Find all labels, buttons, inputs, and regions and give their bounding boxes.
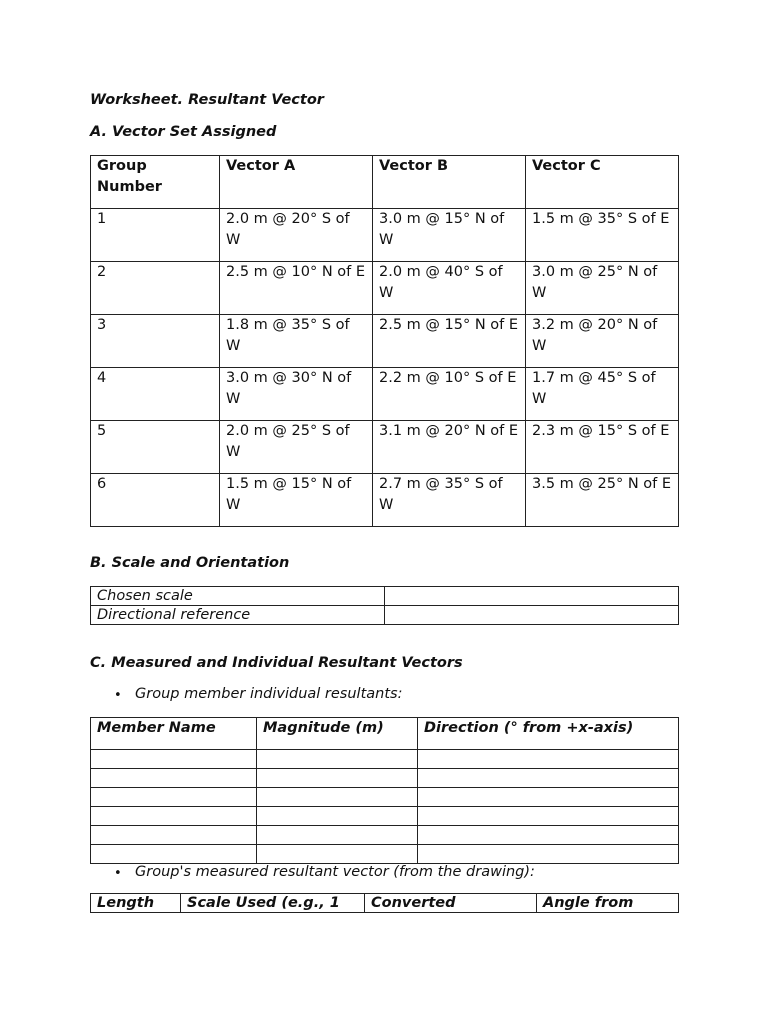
member-name-cell[interactable]: [91, 807, 257, 826]
directional-reference-label: Directional reference: [91, 606, 385, 625]
table-header-row: [91, 894, 679, 913]
header-magnitude: Magnitude (m): [257, 718, 418, 750]
table-header-row: [91, 718, 679, 750]
cell-vector-c: 3.0 m @ 25° N of W: [526, 262, 679, 315]
magnitude-cell[interactable]: [257, 788, 418, 807]
bullet-icon: •: [114, 688, 122, 703]
header-angle-from: Angle from: [537, 894, 679, 913]
vector-set-table: [90, 155, 679, 527]
header-group-number: Group Number: [91, 156, 220, 209]
cell-vector-b: 3.1 m @ 20° N of E: [373, 421, 526, 474]
magnitude-cell[interactable]: [257, 769, 418, 788]
magnitude-cell[interactable]: [257, 826, 418, 845]
magnitude-cell[interactable]: [257, 750, 418, 769]
scale-orientation-table: [90, 586, 679, 625]
cell-vector-b: 3.0 m @ 15° N of W: [373, 209, 526, 262]
member-name-cell[interactable]: [91, 769, 257, 788]
member-name-cell[interactable]: [91, 826, 257, 845]
header-vector-a: Vector A: [220, 156, 373, 209]
cell-vector-a: 1.5 m @ 15° N of W: [220, 474, 373, 527]
cell-vector-b: 2.0 m @ 40° S of W: [373, 262, 526, 315]
member-name-cell[interactable]: [91, 845, 257, 864]
cell-vector-c: 1.5 m @ 35° S of E: [526, 209, 679, 262]
chosen-scale-label: Chosen scale: [91, 587, 385, 606]
table-row: [91, 826, 679, 845]
section-b-heading: B. Scale and Orientation: [90, 555, 290, 571]
table-row: [91, 750, 679, 769]
header-scale-used: Scale Used (e.g., 1: [181, 894, 365, 913]
section-a-heading: A. Vector Set Assigned: [90, 124, 277, 140]
table-row: [91, 807, 679, 826]
cell-group: 5: [91, 421, 220, 474]
header-length: Length: [91, 894, 181, 913]
direction-cell[interactable]: [418, 826, 679, 845]
member-resultants-table: [90, 717, 679, 864]
table-row: [91, 209, 679, 262]
table-header-row: [91, 156, 679, 209]
cell-group: 4: [91, 368, 220, 421]
cell-vector-b: 2.7 m @ 35° S of W: [373, 474, 526, 527]
direction-cell[interactable]: [418, 845, 679, 864]
section-c-heading: C. Measured and Individual Resultant Vectors: [90, 655, 463, 671]
direction-cell[interactable]: [418, 750, 679, 769]
measured-resultant-table: [90, 893, 679, 913]
cell-vector-a: 2.0 m @ 20° S of W: [220, 209, 373, 262]
table-row: [91, 606, 679, 625]
table-row: [91, 315, 679, 368]
header-member-name: Member Name: [91, 718, 257, 750]
bullet-member-resultants: Group member individual resultants:: [135, 686, 403, 702]
magnitude-cell[interactable]: [257, 845, 418, 864]
table-row: [91, 788, 679, 807]
cell-vector-c: 3.2 m @ 20° N of W: [526, 315, 679, 368]
chosen-scale-value[interactable]: [385, 587, 679, 606]
cell-vector-a: 2.5 m @ 10° N of E: [220, 262, 373, 315]
cell-vector-c: 2.3 m @ 15° S of E: [526, 421, 679, 474]
magnitude-cell[interactable]: [257, 807, 418, 826]
bullet-icon: •: [114, 866, 122, 881]
cell-group: 2: [91, 262, 220, 315]
cell-vector-c: 3.5 m @ 25° N of E: [526, 474, 679, 527]
header-vector-c: Vector C: [526, 156, 679, 209]
direction-cell[interactable]: [418, 807, 679, 826]
header-vector-b: Vector B: [373, 156, 526, 209]
cell-vector-b: 2.2 m @ 10° S of E: [373, 368, 526, 421]
bullet-measured-resultant: Group's measured resultant vector (from the drawing):: [135, 864, 535, 880]
cell-group: 1: [91, 209, 220, 262]
table-row: [91, 421, 679, 474]
table-row: [91, 474, 679, 527]
member-name-cell[interactable]: [91, 750, 257, 769]
cell-vector-a: 1.8 m @ 35° S of W: [220, 315, 373, 368]
table-row: [91, 368, 679, 421]
cell-vector-c: 1.7 m @ 45° S of W: [526, 368, 679, 421]
cell-vector-a: 3.0 m @ 30° N of W: [220, 368, 373, 421]
directional-reference-value[interactable]: [385, 606, 679, 625]
header-direction: Direction (° from +x-axis): [418, 718, 679, 750]
direction-cell[interactable]: [418, 769, 679, 788]
table-row: [91, 262, 679, 315]
cell-vector-a: 2.0 m @ 25° S of W: [220, 421, 373, 474]
direction-cell[interactable]: [418, 788, 679, 807]
table-row: [91, 587, 679, 606]
worksheet-title: Worksheet. Resultant Vector: [90, 92, 324, 108]
cell-group: 3: [91, 315, 220, 368]
header-converted: Converted: [365, 894, 537, 913]
cell-group: 6: [91, 474, 220, 527]
cell-vector-b: 2.5 m @ 15° N of E: [373, 315, 526, 368]
table-row: [91, 769, 679, 788]
table-row: [91, 845, 679, 864]
member-name-cell[interactable]: [91, 788, 257, 807]
